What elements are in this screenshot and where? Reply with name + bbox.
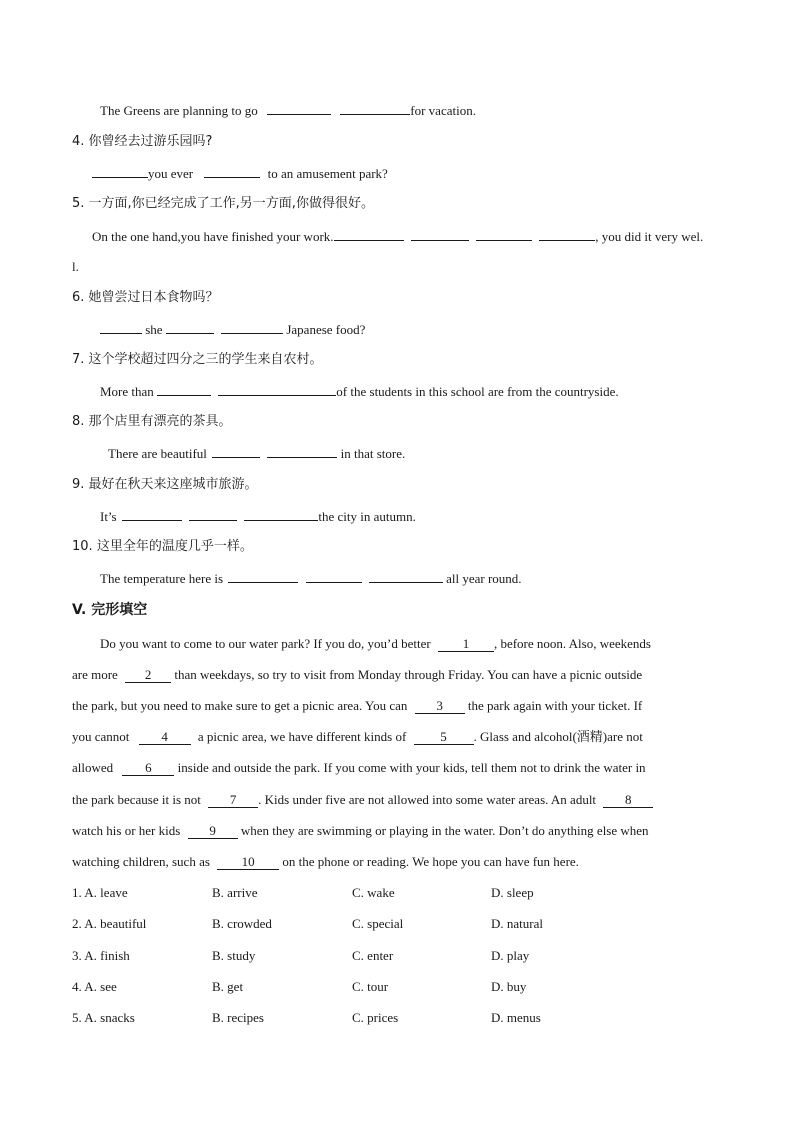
answer-blank[interactable] xyxy=(212,444,260,458)
item-7-answer-line xyxy=(100,382,619,401)
passage-text: . Kids under five are not allowed into some water areas. An adult xyxy=(258,792,597,807)
chinese-sentence: 她曾尝过日本食物吗？ xyxy=(88,290,219,305)
option-d[interactable]: D. sleep xyxy=(491,885,534,900)
cloze-blank[interactable]: 8 xyxy=(603,792,653,808)
chinese-sentence: 这个学校超过四分之三的学生来自农村。 xyxy=(88,352,323,367)
option-d[interactable]: D. menus xyxy=(491,1010,541,1025)
answer-blank[interactable] xyxy=(369,569,443,583)
item-3-text-end: for vacation. xyxy=(410,103,476,118)
option-b[interactable]: B. crowded xyxy=(212,916,272,931)
option-d[interactable]: D. natural xyxy=(491,916,543,931)
option-row-5 xyxy=(72,1009,135,1027)
option-c[interactable]: C. tour xyxy=(352,979,389,994)
answer-blank[interactable] xyxy=(122,507,182,521)
answer-blank[interactable] xyxy=(267,444,337,458)
item-10-answer-line xyxy=(100,569,522,588)
cloze-blank[interactable]: 4 xyxy=(139,729,191,745)
option-c[interactable]: C. prices xyxy=(352,1010,399,1025)
option-b[interactable]: B. get xyxy=(212,979,244,994)
cloze-blank[interactable]: 3 xyxy=(415,698,465,714)
item-number: 9. xyxy=(72,477,85,492)
english-text: , you did it very wel. xyxy=(595,229,704,244)
question-number: 3. xyxy=(72,948,82,963)
item-8-question xyxy=(72,413,232,431)
item-9-question xyxy=(72,476,258,494)
option-c[interactable]: C. wake xyxy=(352,885,395,900)
option-row-2 xyxy=(72,915,146,933)
cloze-blank[interactable]: 7 xyxy=(208,792,258,808)
cloze-line xyxy=(72,853,579,871)
option-b[interactable]: B. recipes xyxy=(212,1010,264,1025)
item-7-question xyxy=(72,351,323,369)
item-9-answer-line xyxy=(100,507,416,526)
question-number: 4. xyxy=(72,979,82,994)
answer-blank[interactable] xyxy=(157,382,211,396)
english-text: the city in autumn. xyxy=(318,509,416,524)
option-a[interactable]: A. finish xyxy=(84,948,130,963)
section-title: V. 完形填空 xyxy=(72,602,148,618)
item-6-answer-line xyxy=(100,320,365,339)
option-b[interactable]: B. arrive xyxy=(212,885,258,900)
option-a[interactable]: A. leave xyxy=(84,885,128,900)
answer-blank[interactable] xyxy=(539,227,595,241)
cloze-line xyxy=(72,759,646,777)
passage-text: , before noon. Also, weekends xyxy=(493,636,651,651)
english-text: It’s xyxy=(100,509,117,524)
answer-blank[interactable] xyxy=(476,227,532,241)
answer-blank[interactable] xyxy=(218,382,336,396)
item-number: 5. xyxy=(72,196,85,211)
cloze-line xyxy=(72,791,653,809)
item-5-wrap xyxy=(72,258,79,276)
chinese-sentence: 你曾经去过游乐园吗? xyxy=(88,134,213,149)
cloze-line xyxy=(72,822,649,840)
question-number: 5. xyxy=(72,1010,82,1025)
passage-text: you cannot xyxy=(72,729,130,744)
option-a[interactable]: A. beautiful xyxy=(84,916,147,931)
chinese-sentence: 那个店里有漂亮的茶具。 xyxy=(88,414,232,429)
answer-blank[interactable] xyxy=(244,507,318,521)
answer-blank[interactable] xyxy=(228,569,298,583)
passage-text: the park, but you need to make sure to get a picnic area. You can xyxy=(72,698,408,713)
english-text: On the one hand,you have finished your work. xyxy=(92,229,334,244)
option-c[interactable]: C. special xyxy=(352,916,404,931)
cloze-blank[interactable]: 5 xyxy=(414,729,474,745)
item-number: 4. xyxy=(72,134,85,149)
cloze-line xyxy=(72,697,642,715)
passage-text: on the phone or reading. We hope you can have fun here. xyxy=(282,854,579,869)
answer-blank[interactable] xyxy=(334,227,404,241)
item-8-answer-line xyxy=(108,444,405,463)
option-a[interactable]: A. snacks xyxy=(84,1010,135,1025)
item-4-question xyxy=(72,133,212,151)
answer-blank[interactable] xyxy=(221,320,283,334)
item-number: 6. xyxy=(72,290,85,305)
chinese-sentence: 最好在秋天来这座城市旅游。 xyxy=(88,477,258,492)
answer-blank[interactable] xyxy=(267,101,331,115)
answer-blank[interactable] xyxy=(411,227,469,241)
english-text: More than xyxy=(100,384,154,399)
cloze-blank[interactable]: 1 xyxy=(438,636,494,652)
cloze-line xyxy=(72,728,643,746)
item-3-answer-line xyxy=(100,101,476,120)
item-3-text: The Greens are planning to go xyxy=(100,103,258,118)
english-text: you ever xyxy=(148,166,194,181)
english-text: to an amusement park? xyxy=(267,166,388,181)
passage-text: are more xyxy=(72,667,118,682)
option-d[interactable]: D. buy xyxy=(491,979,527,994)
item-number: 7. xyxy=(72,352,85,367)
answer-blank[interactable] xyxy=(100,320,142,334)
item-6-question xyxy=(72,289,219,307)
cloze-blank[interactable]: 2 xyxy=(125,667,171,683)
cloze-line xyxy=(100,635,651,653)
option-row-1 xyxy=(72,884,128,902)
english-text: she xyxy=(145,322,163,337)
option-row-3 xyxy=(72,947,130,965)
passage-text: Do you want to come to our water park? If you do, you’d better xyxy=(100,636,431,651)
passage-text: when they are swimming or playing in the water. Don’t do anything else when xyxy=(240,823,649,838)
option-b[interactable]: B. study xyxy=(212,948,256,963)
answer-blank[interactable] xyxy=(306,569,362,583)
option-row-4 xyxy=(72,978,117,996)
english-text: Japanese food? xyxy=(286,322,366,337)
english-text: l. xyxy=(72,259,79,274)
cloze-line xyxy=(72,666,642,684)
option-a[interactable]: A. see xyxy=(84,979,117,994)
answer-blank[interactable] xyxy=(92,164,148,178)
item-4-answer-line xyxy=(92,164,388,183)
passage-text: the park because it is not xyxy=(72,792,201,807)
english-text: The temperature here is xyxy=(100,571,224,586)
item-10-question xyxy=(72,538,253,556)
answer-blank[interactable] xyxy=(166,320,214,334)
passage-text: a picnic area, we have different kinds of xyxy=(197,729,407,744)
passage-text: allowed xyxy=(72,760,114,775)
answer-blank[interactable] xyxy=(204,164,260,178)
cloze-blank[interactable]: 9 xyxy=(188,823,238,839)
option-c[interactable]: C. enter xyxy=(352,948,394,963)
question-number: 2. xyxy=(72,916,82,931)
passage-text: than weekdays, so try to visit from Monday through Friday. You can have a picnic outside xyxy=(174,667,643,682)
passage-text: watching children, such as xyxy=(72,854,210,869)
chinese-sentence: 一方面,你已经完成了工作,另一方面,你做得很好。 xyxy=(88,196,374,211)
question-number: 1. xyxy=(72,885,82,900)
chinese-sentence: 这里全年的温度几乎一样。 xyxy=(96,539,253,554)
item-5-answer-line xyxy=(92,227,703,246)
english-text: in that store. xyxy=(340,446,406,461)
item-5-question xyxy=(72,195,374,213)
item-number: 8. xyxy=(72,414,85,429)
passage-text: . Glass and alcohol(酒精)are not xyxy=(473,729,643,744)
passage-text: the park again with your ticket. If xyxy=(467,698,643,713)
answer-blank[interactable] xyxy=(189,507,237,521)
cloze-blank[interactable]: 6 xyxy=(122,760,174,776)
english-text: There are beautiful xyxy=(108,446,207,461)
answer-blank[interactable] xyxy=(340,101,410,115)
passage-text: watch his or her kids xyxy=(72,823,181,838)
cloze-blank[interactable]: 10 xyxy=(217,854,279,870)
item-number: 10. xyxy=(72,539,93,554)
english-text: of the students in this school are from the countryside. xyxy=(336,384,619,399)
option-d[interactable]: D. play xyxy=(491,948,530,963)
passage-text: inside and outside the park. If you come with your kids, tell them not to drink the water in xyxy=(177,760,646,775)
english-text: all year round. xyxy=(446,571,522,586)
